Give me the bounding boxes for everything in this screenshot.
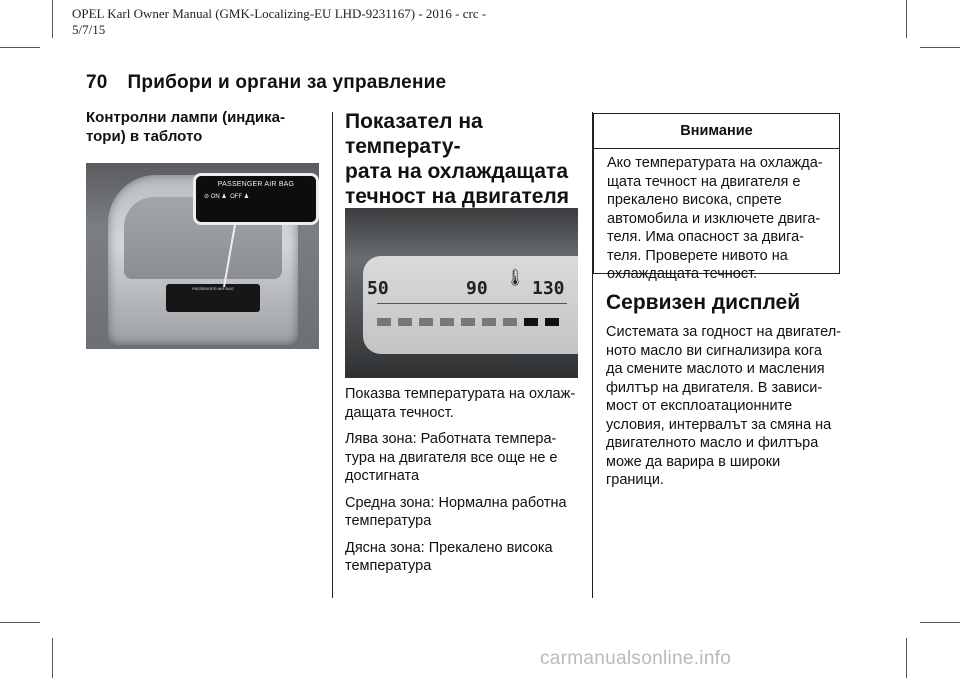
coolant-temperature-icon: 🌡 [505,270,526,287]
crop-mark [52,0,53,38]
subheading-warning-lamps: Контролни лампи (индика- тори) в таблото [86,109,285,145]
caution-box [593,113,840,282]
document-meta [72,6,592,38]
indicator-strip: PASSENGER AIR BAG [166,284,260,312]
caution-title: Внимание [594,114,839,149]
passenger-icon: ♟ [243,194,250,200]
service-display-section [606,290,842,498]
gauge-face [363,256,578,354]
meta-line: OPEL Karl Owner Manual (GMK-Localizing-EU LHD-9231167) - 2016 - crc - [72,6,487,21]
gauge-segment [419,318,433,326]
gauge-segment [440,318,454,326]
passenger-icon: ♟ [221,194,227,200]
section-title: Прибори и органи за управление [127,72,447,93]
paragraph: Лява зона: Работната темпера- тура на двигателя все още не е достигната [345,431,558,484]
paragraph: Средна зона: Нормална работна температура [345,494,567,529]
gauge-segment [503,318,517,326]
crop-mark [906,0,907,38]
column-middle [345,109,581,209]
coolant-description [345,385,585,584]
airbag-status-row: ⊘ ON ♟ OFF ♟ [204,194,250,200]
crop-mark [0,47,40,48]
gauge-segment [482,318,496,326]
gauge-segment-hot [524,318,538,326]
crop-mark [0,622,40,623]
gauge-label-mid: 90 [466,278,488,299]
dashboard-figure [86,163,319,349]
page-header [86,72,446,94]
paragraph: Дясна зона: Прекалено висока температура [345,539,553,574]
column-left [86,109,322,146]
crop-mark [920,47,960,48]
airbag-callout: PASSENGER AIR BAG ⊘ ON ♟ OFF ♟ [193,173,319,225]
paragraph: Показва температурата на охлаж- дащата течност. [345,386,576,421]
gauge-scale-line [377,303,567,304]
airbag-off-icon: ⊘ [204,194,210,200]
crop-mark [52,638,53,678]
paragraph: Системата за годност на двигател- ното масло ви сигнализира кога да смените маслото и масления филтър на двигателя. В зависи- мост от експлоатационните условия, интервалът за смяна на двигателното масло и филтъра може да варира в широки граници. [606,324,841,488]
caution-text: Ако температурата на охлажда- щата течност на двигателя е прекалено висока, спрете автомобила и изключете двига- теля. Има опасност за двига- теля. Проверете нивото на охлаждащата течност. [607,155,823,282]
gauge-segment [398,318,412,326]
gauge-segment [461,318,475,326]
meta-date: 5/7/15 [72,22,106,37]
coolant-gauge-figure [345,208,578,378]
crop-mark [906,638,907,678]
crop-mark [920,622,960,623]
watermark: carmanualsonline.info [540,648,732,669]
gauge-label-high: 130 [532,278,565,299]
page-number: 70 [86,72,108,93]
gauge-segment-hot [545,318,559,326]
heading-coolant-gauge: Показател на температу- рата на охлаждащата течност на двигателя [345,110,569,208]
column-divider [332,112,333,598]
gauge-label-low: 50 [367,278,389,299]
gauge-segment [377,318,391,326]
heading-service-display: Сервизен дисплей [606,291,801,314]
